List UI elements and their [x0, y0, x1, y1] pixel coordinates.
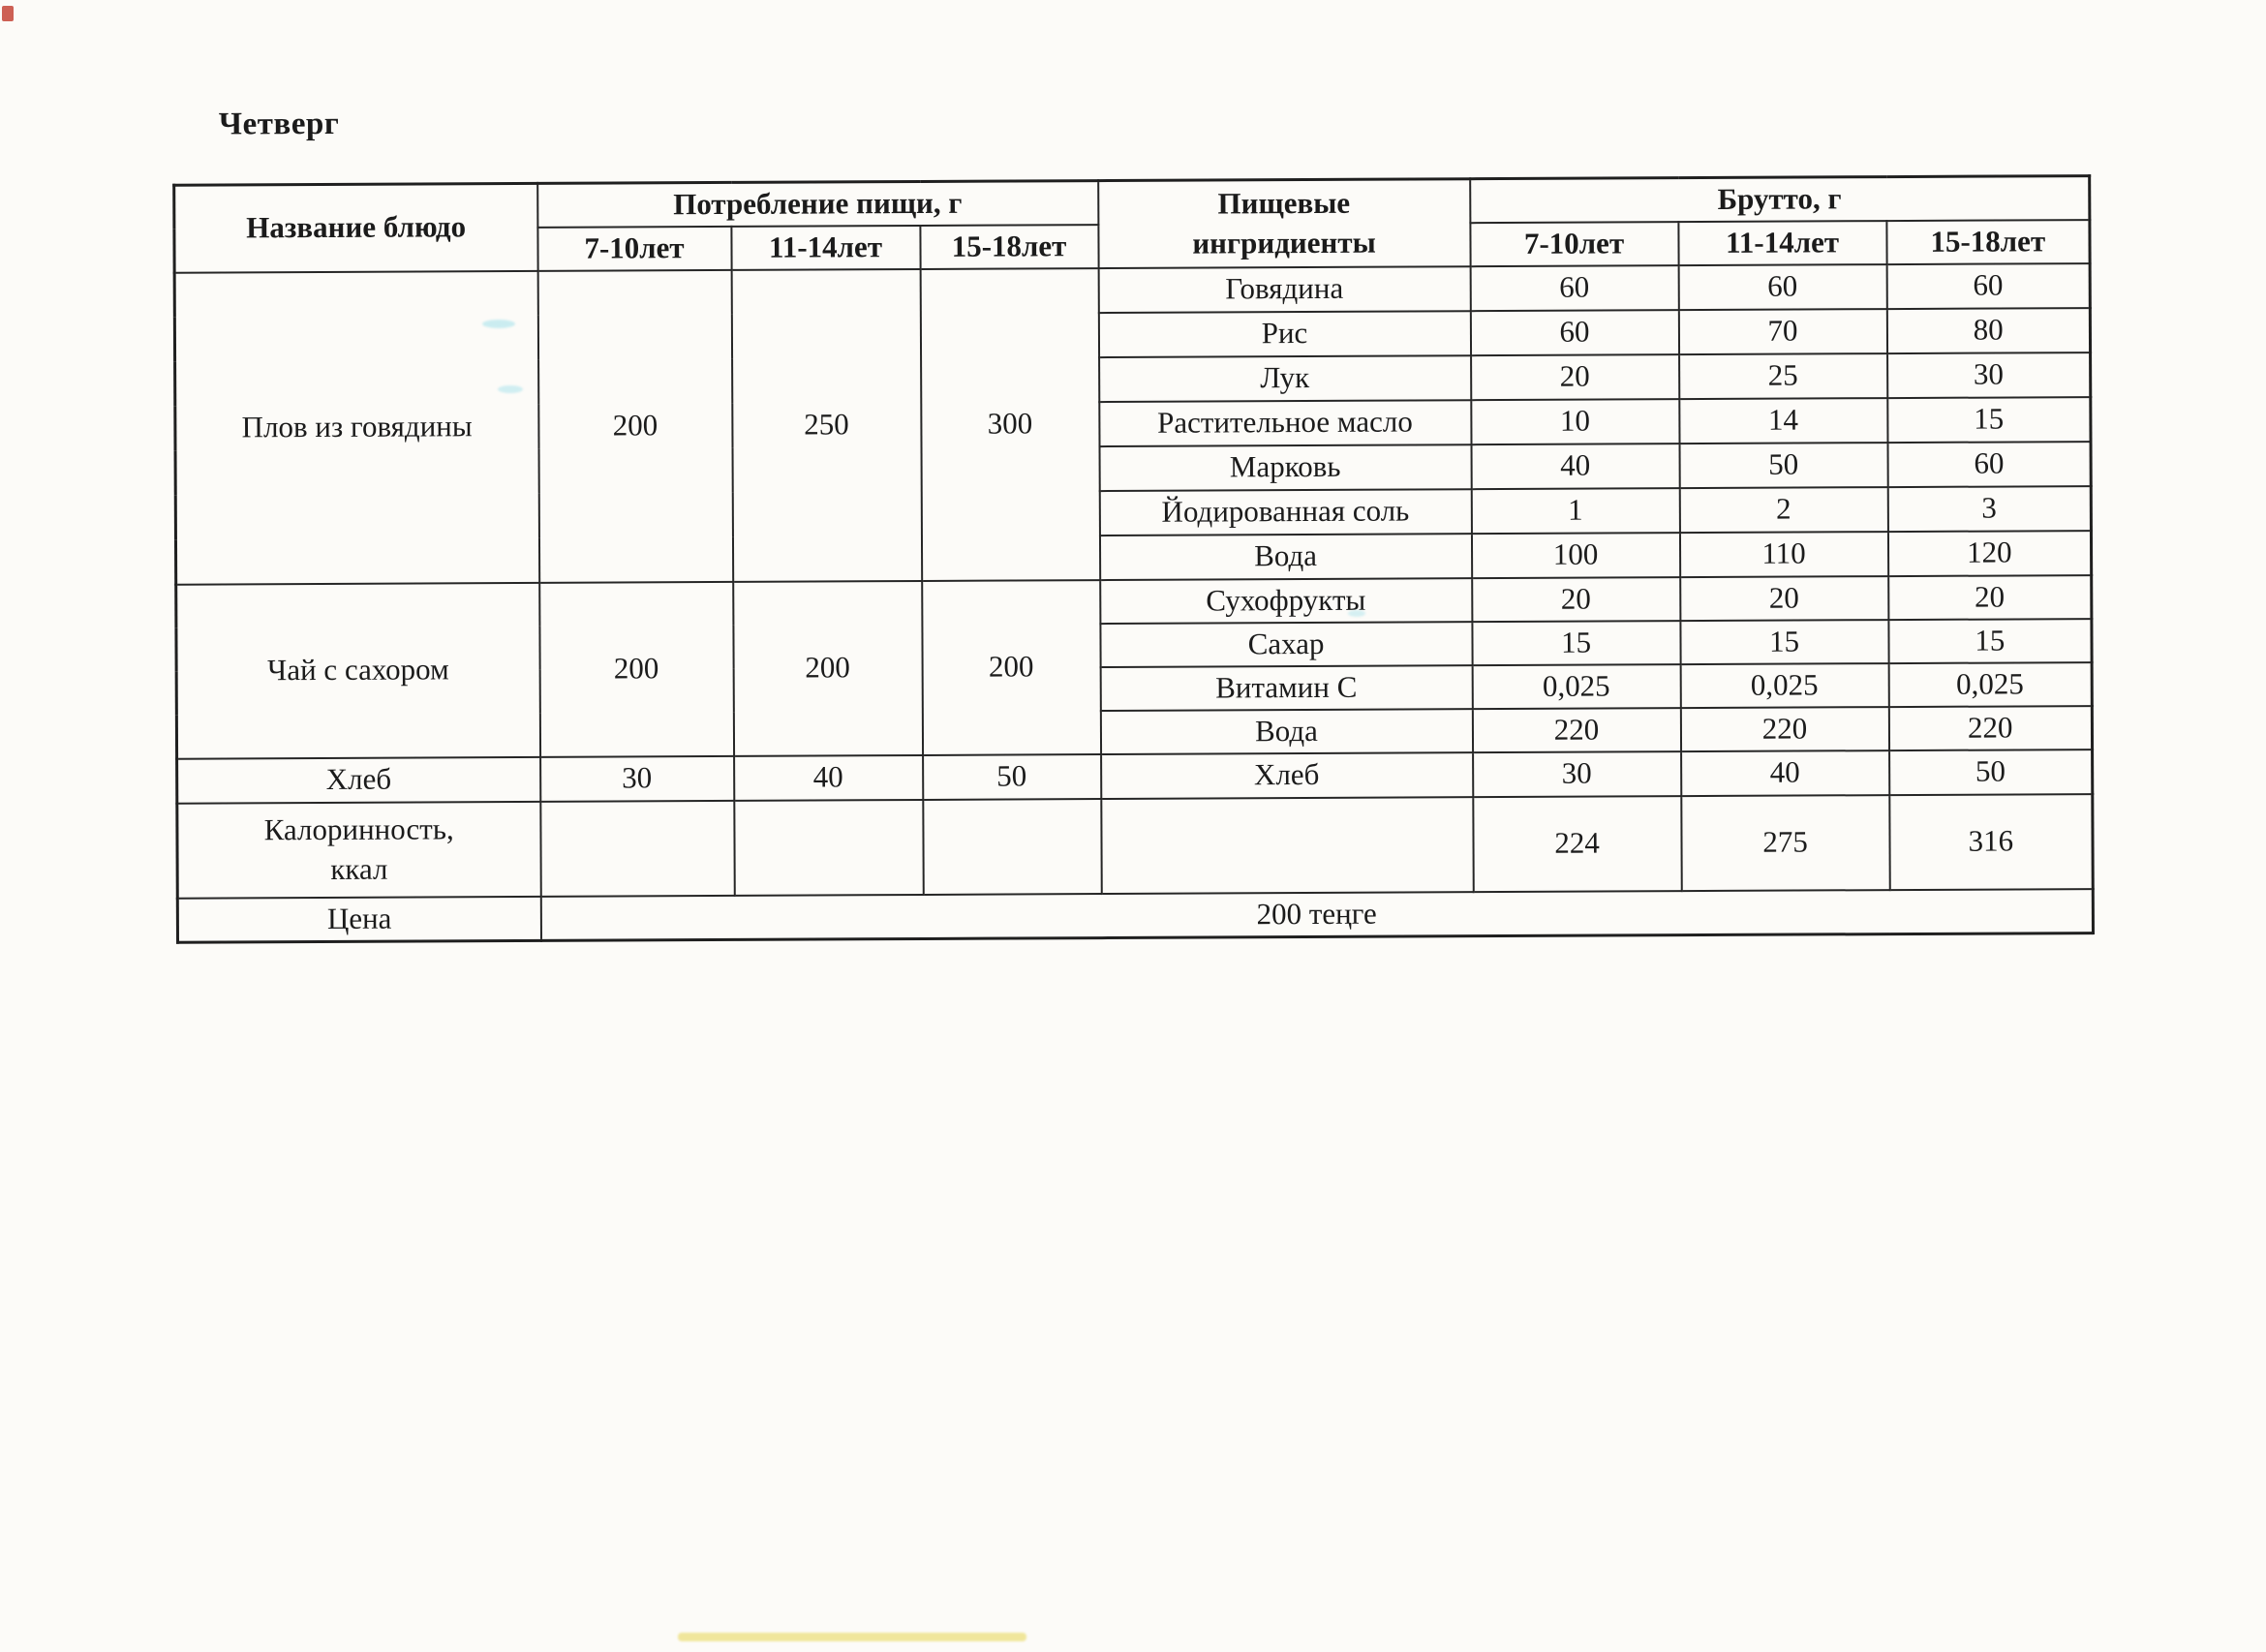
gross-value-cell: 120 — [1887, 531, 2091, 576]
gross-value-cell: 220 — [1680, 707, 1888, 751]
gross-value-cell: 220 — [1472, 708, 1680, 752]
gross-value-cell: 60 — [1887, 442, 2091, 487]
ingredient-name-cell: Йодированная соль — [1099, 489, 1471, 535]
gross-value-cell: 15 — [1887, 397, 2091, 443]
ingredient-name-cell: Растительное масло — [1099, 400, 1471, 446]
gross-value-cell: 25 — [1679, 353, 1887, 399]
gross-value-cell: 220 — [1888, 706, 2092, 750]
gross-value-cell: 110 — [1679, 532, 1887, 577]
gross-age-col-2: 11-14лет — [1678, 221, 1886, 265]
consumption-age-col-2: 11-14лет — [731, 226, 920, 270]
dish-name-cell: Чай с сахором — [176, 583, 540, 759]
ingredient-name-cell: Марковь — [1099, 444, 1471, 491]
calories-value-cell: 275 — [1681, 795, 1889, 891]
empty-cell — [734, 800, 923, 896]
calories-value-cell: 224 — [1473, 796, 1681, 892]
gross-age-col-3: 15-18лет — [1886, 220, 2090, 264]
dish-name-header: Название блюдо — [174, 183, 537, 272]
ingredient-name-cell: Вода — [1100, 709, 1472, 754]
gross-value-cell: 2 — [1679, 487, 1887, 533]
ingredients-header — [1098, 179, 1470, 268]
gross-value-cell: 1 — [1471, 488, 1679, 534]
gross-value-cell: 0,025 — [1888, 662, 2092, 707]
empty-cell — [923, 799, 1102, 895]
portion-cell: 300 — [920, 268, 1100, 581]
portion-cell: 200 — [539, 582, 734, 757]
portion-cell: 200 — [537, 270, 733, 583]
price-value-cell: 200 теңге — [540, 889, 2093, 940]
page-title: Четверг — [218, 106, 340, 142]
gross-value-cell: 3 — [1887, 486, 2091, 532]
portion-cell: 250 — [731, 269, 922, 582]
ingredient-name-cell: Хлеб — [1101, 752, 1473, 799]
consumption-age-col-1: 7-10лет — [537, 227, 731, 271]
gross-value-cell: 0,025 — [1472, 664, 1680, 709]
calories-value-cell: 316 — [1889, 794, 2093, 890]
dish-name-cell: Хлеб — [177, 757, 540, 804]
gross-value-cell: 30 — [1887, 352, 2091, 398]
calories-label-line1: Калоринность, — [263, 811, 454, 847]
ingredients-header-line1: Пищевые — [1217, 185, 1351, 221]
ingredient-name-cell: Сахар — [1100, 622, 1472, 667]
portion-cell: 200 — [922, 580, 1101, 755]
gross-value-cell: 70 — [1678, 309, 1886, 354]
portion-cell: 200 — [733, 581, 923, 756]
gross-age-col-1: 7-10лет — [1470, 222, 1678, 266]
portion-cell: 50 — [923, 754, 1101, 800]
dish-name-cell: Плов из говядины — [174, 271, 539, 585]
calories-label-line2: ккал — [330, 851, 388, 886]
gross-value-cell: 100 — [1471, 533, 1679, 578]
gross-value-cell: 60 — [1886, 263, 2090, 309]
gross-value-cell: 50 — [1889, 750, 2093, 795]
portion-cell: 40 — [734, 755, 923, 801]
ingredient-name-cell: Витамин С — [1100, 665, 1472, 711]
gross-value-cell: 0,025 — [1680, 663, 1888, 708]
price-row — [177, 889, 2093, 942]
empty-cell — [540, 801, 734, 897]
ingredients-header-line2: ингридиенты — [1192, 225, 1376, 260]
ingredient-name-cell: Вода — [1099, 534, 1471, 580]
empty-cell — [1101, 797, 1473, 894]
gross-value-cell: 20 — [1888, 575, 2092, 620]
calories-row — [177, 794, 2093, 899]
ingredient-name-cell: Рис — [1098, 311, 1470, 357]
gross-value-cell: 20 — [1471, 354, 1679, 400]
calories-label-cell — [177, 802, 540, 899]
ingredient-name-cell: Сухофрукты — [1100, 578, 1472, 624]
ingredient-name-cell: Говядина — [1098, 266, 1470, 313]
gross-value-cell: 20 — [1680, 576, 1888, 621]
gross-value-cell: 50 — [1679, 443, 1887, 488]
gross-value-cell: 15 — [1888, 619, 2092, 663]
gross-value-cell: 15 — [1680, 620, 1888, 664]
gross-value-cell: 15 — [1472, 621, 1680, 665]
menu-table — [172, 174, 2095, 943]
gross-value-cell: 14 — [1679, 398, 1887, 444]
price-label-cell: Цена — [177, 897, 540, 942]
gross-value-cell: 60 — [1470, 265, 1678, 311]
gross-value-cell: 30 — [1473, 751, 1681, 797]
gross-value-cell: 60 — [1470, 310, 1678, 355]
gross-value-cell: 40 — [1681, 750, 1889, 796]
gross-value-cell: 10 — [1471, 399, 1679, 444]
gross-value-cell: 20 — [1472, 577, 1680, 622]
gross-header: Брутто, г — [1470, 176, 2090, 224]
gross-value-cell: 60 — [1678, 264, 1886, 310]
gross-value-cell: 40 — [1471, 444, 1679, 489]
portion-cell: 30 — [540, 756, 734, 802]
consumption-header: Потребление пищи, г — [537, 181, 1098, 228]
consumption-age-col-3: 15-18лет — [920, 225, 1098, 269]
gross-value-cell: 80 — [1886, 308, 2090, 353]
ingredient-name-cell: Лук — [1099, 355, 1471, 402]
